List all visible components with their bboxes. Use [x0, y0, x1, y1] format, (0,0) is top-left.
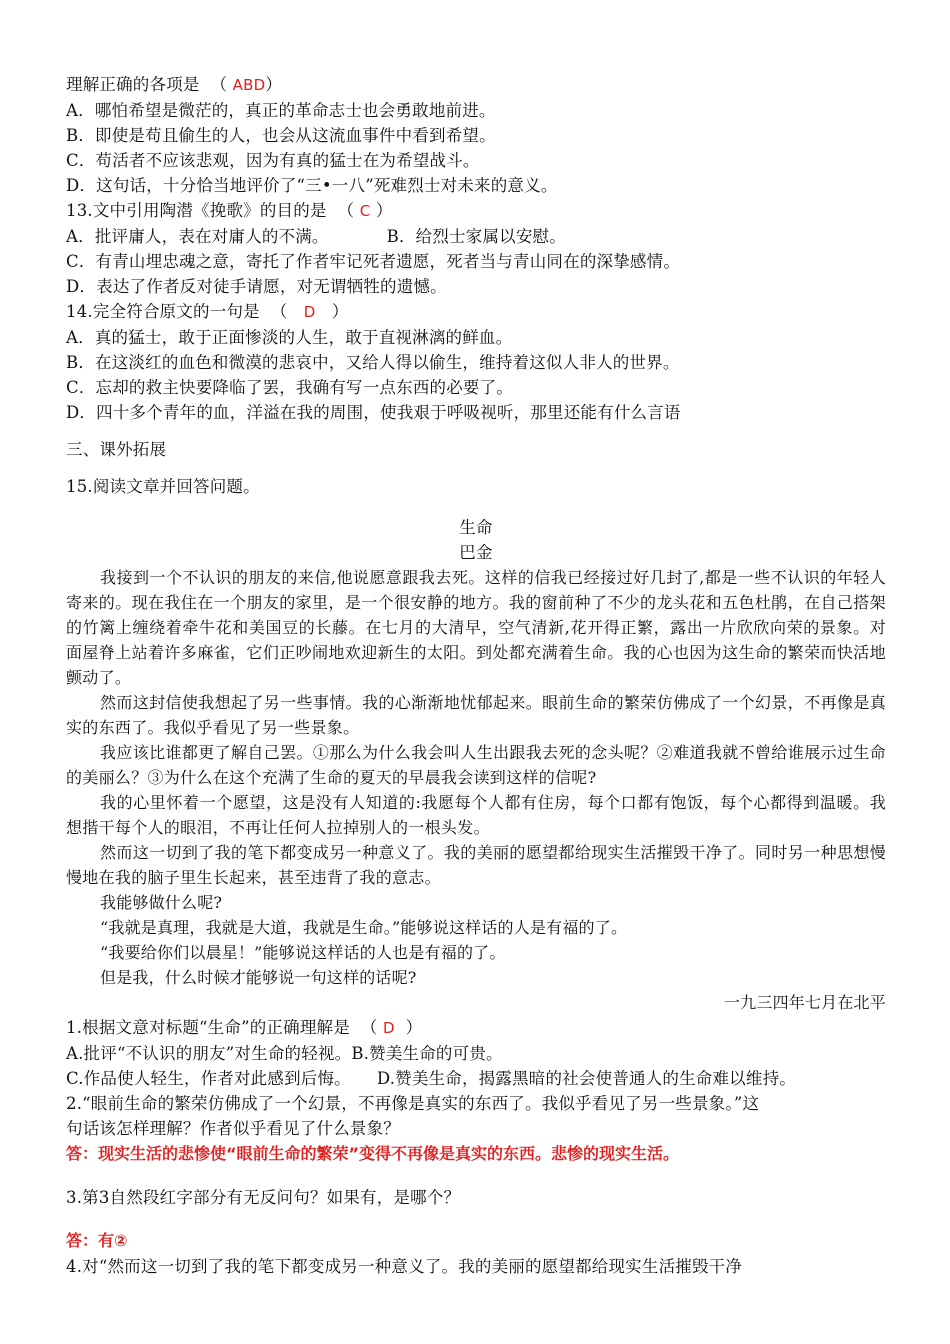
- article-paragraph-1: 我接到一个不认识的朋友的来信,他说愿意跟我去死。这样的信我已经接过好几封了,都是一些不认识的年轻人寄来的。现在我住在一个朋友的家里，是一个很安静的地方。我的窗前种了不少的龙头花和五色杜鹃，在自己搭架的竹篱上缠绕着牵牛花和美国豆的长藤。在七月的大清早，空气清新,花开得正繁，露出一片欣欣向荣的景象。对面屋脊上站着许多麻雀，它们正吵闹地欢迎新生的太阳。到处都充满着生命。我的心也因为这生命的繁荣而快活地颤动了。: [66, 568, 886, 687]
- article-paragraph-5: 然而这一切到了我的笔下都变成另一种意义了。我的美丽的愿望都给现实生活摧毁干净了。同时另一种思想慢慢地在我的脑子里生长起来，甚至违背了我的意志。: [66, 843, 886, 887]
- q12-option-d: D．这句话，十分恰当地评价了“三•一八”死难烈士对未来的意义。: [66, 176, 558, 195]
- q15-stem: 15.阅读文章并回答问题。: [66, 477, 260, 496]
- q13-option-c: C．有青山埋忠魂之意，寄托了作者牢记死者遗愿，死者当与青山同在的深挚感情。: [66, 252, 681, 271]
- q14-stem: 14.完全符合原文的一句是: [66, 302, 260, 321]
- article-date: 一九三四年七月在北平: [723, 993, 886, 1012]
- article-paragraph-4: 我的心里怀着一个愿望，这是没有人知道的:我愿每个人都有住房，每个口都有饱饭，每个心都得到温暖。我想揩干每个人的眼泪，不再让任何人拉掉别人的一根头发。: [66, 793, 886, 837]
- q13-option-b: B．给烈士家属以安慰。: [386, 227, 566, 246]
- article-title: 生命: [459, 518, 493, 537]
- q14-option-b: B．在这淡红的血色和微漠的悲哀中，又给人得以偷生，维持着这似人非人的世界。: [66, 353, 680, 372]
- q12-option-c: C．苟活者不应该悲观，因为有真的猛士在为希望战斗。: [66, 151, 480, 170]
- q13-stem-line: 13.文中引用陶潜《挽歌》的目的是 （ C ）: [66, 201, 393, 220]
- q14-stem-line: 14.完全符合原文的一句是 （ D ）: [66, 302, 349, 321]
- article-paragraph-8: “我要给你们以晨星！”能够说这样话的人也是有福的了。: [100, 943, 506, 962]
- sub1-answer: D: [382, 1019, 395, 1037]
- q12-option-a: A．哪怕希望是微茫的，真正的革命志士也会勇敢地前进。: [66, 101, 496, 120]
- article-paragraph-7: “我就是真理，我就是大道，我就是生命。”能够说这样话的人是有福的了。: [100, 918, 628, 937]
- q14-answer: D: [303, 303, 316, 321]
- sub1-stem-line: 1.根据文意对标题“生命”的正确理解是 （ D ）: [66, 1018, 423, 1037]
- sub1-stem: 1.根据文意对标题“生命”的正确理解是: [66, 1018, 350, 1037]
- q13-options-ab: [66, 224, 886, 249]
- sub1-options-cd: [66, 1066, 886, 1091]
- q13-option-a: A．批评庸人，表在对庸人的不满。: [66, 227, 329, 246]
- q13-answer: C: [359, 202, 371, 220]
- article-paragraph-6: 我能够做什么呢?: [100, 893, 223, 912]
- q14-option-a: A．真的猛士，敢于正面惨淡的人生，敢于直视淋漓的鲜血。: [66, 328, 513, 347]
- article-paragraph-9: 但是我，什么时候才能够说一句这样的话呢?: [100, 968, 417, 987]
- sub2-stem-line-1: 2.“眼前生命的繁荣仿佛成了一个幻景，不再像是真实的东西了。我似乎看见了另一些景象。”这: [66, 1094, 760, 1113]
- sub1-option-b: B.赞美生命的可贵。: [351, 1044, 503, 1063]
- q12-stem: 理解正确的各项是: [66, 75, 200, 94]
- sub3-answer: 答：有②: [66, 1231, 128, 1250]
- q12-option-b: B．即使是苟且偷生的人，也会从这流血事件中看到希望。: [66, 126, 496, 145]
- sub1-option-a: A.批评“不认识的朋友”对生命的轻视。: [66, 1044, 352, 1063]
- q14-option-d: D．四十多个青年的血，洋溢在我的周围，使我艰于呼吸视听，那里还能有什么言语: [66, 403, 681, 422]
- sub2-stem-line-2: 句话该怎样理解？作者似乎看见了什么景象？: [66, 1119, 400, 1138]
- section-heading: 三、课外拓展: [66, 440, 167, 459]
- q12-answer: ABD: [232, 76, 266, 94]
- q13-stem: 13.文中引用陶潜《挽歌》的目的是: [66, 201, 327, 220]
- document-page: [66, 72, 886, 1279]
- sub2-answer: 答：现实生活的悲惨使“眼前生命的繁荣”变得不再像是真实的东西。悲惨的现实生活。: [66, 1144, 680, 1163]
- article-paragraph-2: 然而这封信使我想起了另一些事情。我的心渐渐地忧郁起来。眼前生命的繁荣仿佛成了一个幻景，不再像是真实的东西了。我似乎看见了另一些景象。: [66, 693, 886, 737]
- sub4-stem: 4.对“然而这一切到了我的笔下都变成另一种意义了。我的美丽的愿望都给现实生活摧毁干净: [66, 1257, 743, 1276]
- q12-stem-line: 理解正确的各项是 （ ABD）: [66, 75, 283, 94]
- q14-option-c: C．忘却的救主快要降临了罢，我确有写一点东西的必要了。: [66, 378, 514, 397]
- sub1-option-c: C.作品使人轻生，作者对此感到后悔。: [66, 1069, 351, 1088]
- sub1-option-d: D.赞美生命，揭露黑暗的社会使普通人的生命难以维持。: [376, 1069, 796, 1088]
- q13-option-d: D．表达了作者反对徒手请愿，对无谓牺牲的遗憾。: [66, 277, 447, 296]
- sub3-stem: 3.第3自然段红字部分有无反问句？如果有，是哪个？: [66, 1188, 461, 1207]
- article-author: 巴金: [459, 543, 493, 562]
- sub1-options-ab: [66, 1041, 886, 1066]
- article-paragraph-3: 我应该比谁都更了解自己罢。①那么为什么我会叫人生出跟我去死的念头呢？②难道我就不曾给谁展示过生命的美丽么？③为什么在这个充满了生命的夏天的早晨我会读到这样的信呢?: [66, 743, 886, 787]
